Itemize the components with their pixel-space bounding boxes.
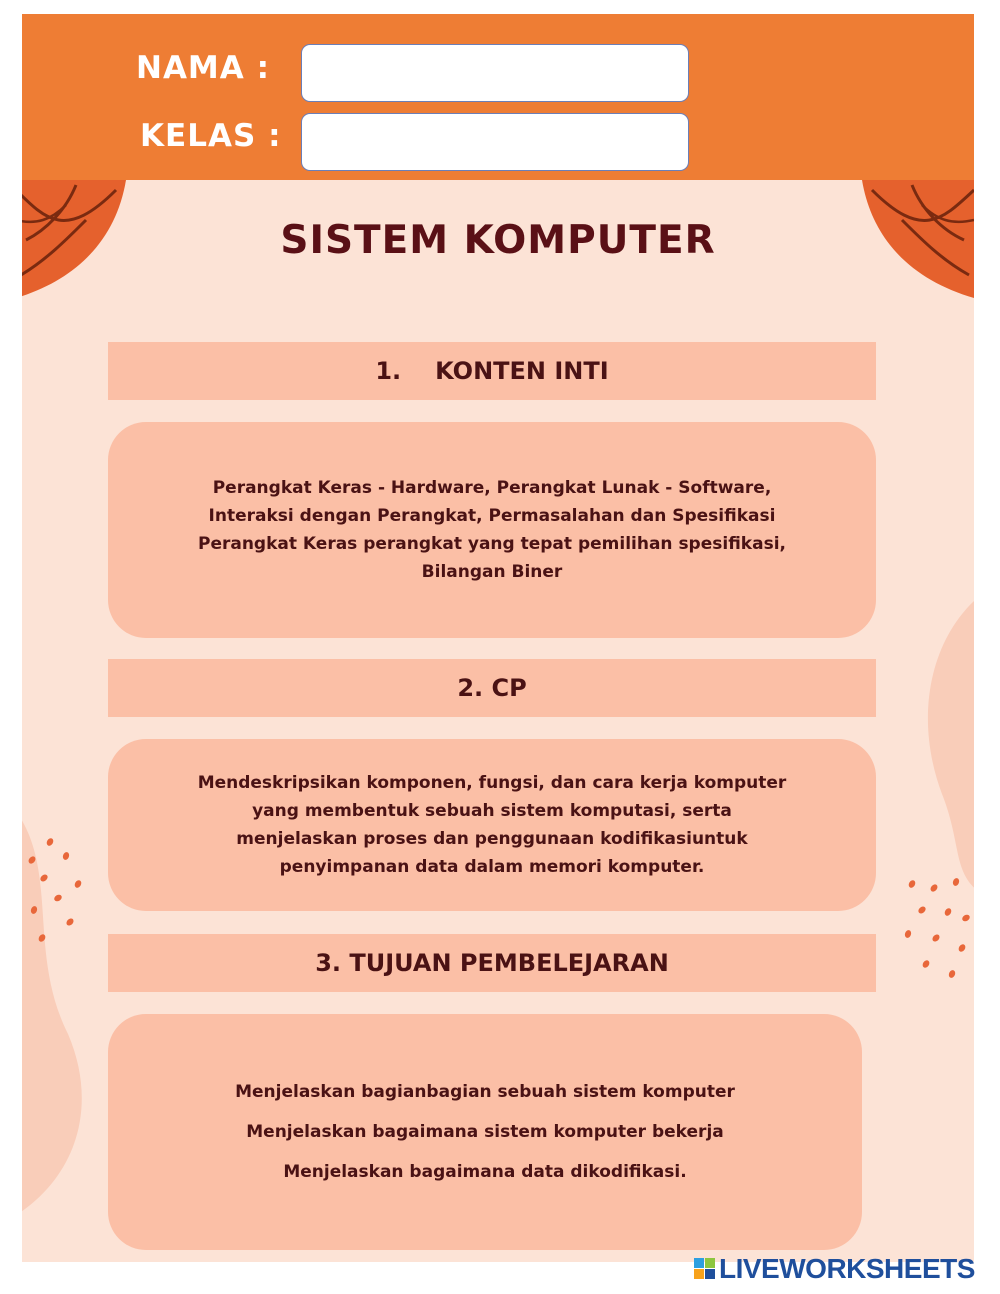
section-content-cp <box>108 739 876 911</box>
nama-label: NAMA : <box>136 50 270 86</box>
page-title: SISTEM KOMPUTER <box>280 218 716 263</box>
section-heading-konten-inti <box>108 342 876 400</box>
content-line: Mendeskripsikan komponen, fungsi, dan cara kerja komputer <box>197 773 787 793</box>
section-heading-tujuan <box>108 934 876 992</box>
dots-pattern <box>22 834 92 954</box>
content-line: Perangkat Keras perangkat yang tepat pemilihan spesifikasi, <box>197 534 786 554</box>
content-line: Bilangan Biner <box>421 562 563 582</box>
header-band <box>22 14 974 180</box>
liveworksheets-brand <box>694 1252 975 1286</box>
learning-goal: Menjelaskan bagianbagian sebuah sistem komputer <box>235 1082 735 1102</box>
content-line: Interaksi dengan Perangkat, Permasalahan dan Spesifikasi <box>208 506 776 526</box>
section-content-tujuan <box>108 1014 862 1250</box>
section-heading-text: 2. CP <box>457 674 527 702</box>
section-heading-text: 3. TUJUAN PEMBELEJARAN <box>315 949 669 977</box>
blob-shape <box>872 594 974 894</box>
worksheet <box>22 14 974 1262</box>
brand-text: LIVEWORKSHEETS <box>719 1253 975 1284</box>
content-line: Perangkat Keras - Hardware, Perangkat Lunak - Software, <box>212 478 772 498</box>
section-heading-cp <box>108 659 876 717</box>
section-number: 1. <box>375 357 402 385</box>
section-heading-text: KONTEN INTI <box>435 357 609 385</box>
content-line: penyimpanan data dalam memori komputer. <box>279 857 705 877</box>
liveworksheets-logo-icon <box>694 1258 716 1280</box>
kelas-label: KELAS : <box>140 118 282 154</box>
content-line: menjelaskan proses dan penggunaan kodifikasiuntuk <box>236 829 748 849</box>
kelas-input[interactable] <box>301 113 689 171</box>
learning-goal: Menjelaskan bagaimana sistem komputer bekerja <box>246 1122 724 1142</box>
nama-input[interactable] <box>301 44 689 102</box>
dots-pattern <box>900 874 974 994</box>
content-line: yang membentuk sebuah sistem komputasi, serta <box>252 801 732 821</box>
section-content-konten-inti <box>108 422 876 638</box>
learning-goal: Menjelaskan bagaimana data dikodifikasi. <box>283 1162 687 1182</box>
